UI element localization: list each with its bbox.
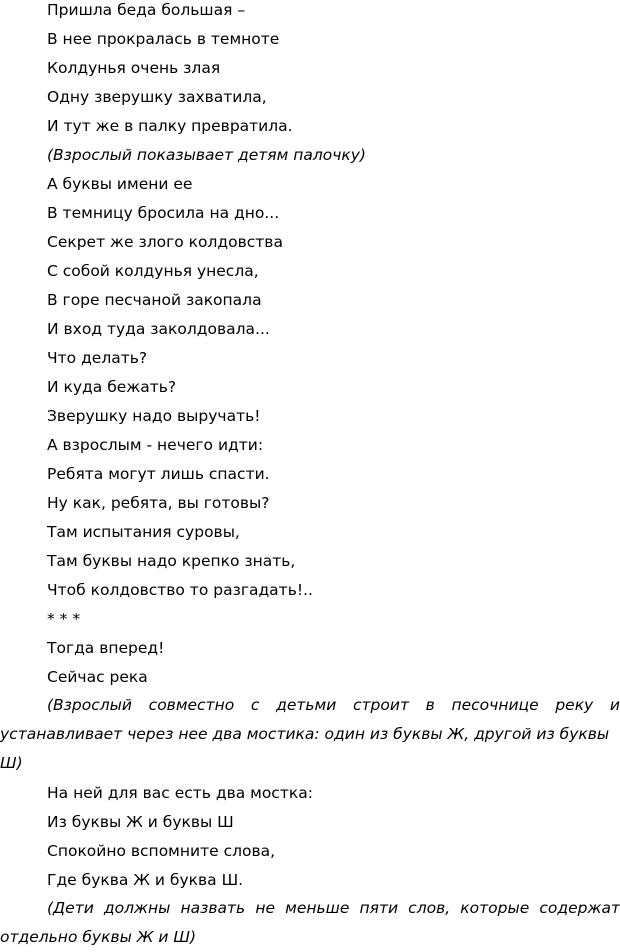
poem-line: А буквы имени ее bbox=[47, 175, 193, 193]
stage-direction-line: устанавливает через нее два мостика: один из буквы Ж, другой из буквы bbox=[0, 725, 610, 743]
poem-line: И вход туда заколдовала... bbox=[47, 320, 270, 338]
poem-line: Там буквы надо крепко знать, bbox=[47, 552, 296, 570]
poem-line: А взрослым - нечего идти: bbox=[47, 436, 264, 454]
poem-line: Там испытания суровы, bbox=[47, 523, 240, 541]
poem-line: С собой колдунья унесла, bbox=[47, 262, 259, 280]
poem-line: И тут же в палку превратила. bbox=[47, 117, 293, 135]
poem-line: Спокойно вспомните слова, bbox=[47, 842, 276, 860]
poem-line: Что делать? bbox=[47, 349, 148, 367]
stage-direction-line: (Взрослый совместно с детьми строит в песочнице реку и bbox=[47, 696, 620, 714]
poem-line: Зверушку надо выручать! bbox=[47, 407, 261, 425]
stage-direction: (Взрослый показывает детям палочку) bbox=[47, 146, 366, 164]
poem-line: Где буква Ж и буква Ш. bbox=[47, 871, 244, 889]
poem-line: Одну зверушку захватила, bbox=[47, 88, 267, 106]
stage-direction-line: Ш) bbox=[0, 754, 23, 772]
poem-line: В горе песчаной закопала bbox=[47, 291, 262, 309]
poem-line: В нее прокралась в темноте bbox=[47, 30, 280, 48]
poem-line: Ребята могут лишь спасти. bbox=[47, 465, 270, 483]
poem-line: И куда бежать? bbox=[47, 378, 177, 396]
stage-direction-line: отдельно буквы Ж и Ш) bbox=[0, 928, 196, 946]
stage-direction-paragraph bbox=[0, 894, 620, 952]
poem-line: Из буквы Ж и буквы Ш bbox=[47, 813, 234, 831]
poem-line: На ней для вас есть два мостка: bbox=[47, 784, 313, 802]
poem-line: Чтоб колдовство то разгадать!.. bbox=[47, 581, 313, 599]
poem-line: Ну как, ребята, вы готовы? bbox=[47, 494, 270, 512]
poem-line: Секрет же злого колдовства bbox=[47, 233, 283, 251]
section-separator: * * * bbox=[47, 610, 81, 628]
stage-direction-paragraph bbox=[0, 691, 620, 778]
poem-line: Пришла беда большая – bbox=[47, 1, 246, 19]
stage-direction-line: (Дети должны назвать не меньше пяти слов, которые содержат bbox=[47, 899, 620, 917]
poem-line: Сейчас река bbox=[47, 668, 148, 686]
poem-line: Колдунья очень злая bbox=[47, 59, 221, 77]
poem-line: Тогда вперед! bbox=[47, 639, 165, 657]
poem-line: В темницу бросила на дно... bbox=[47, 204, 280, 222]
